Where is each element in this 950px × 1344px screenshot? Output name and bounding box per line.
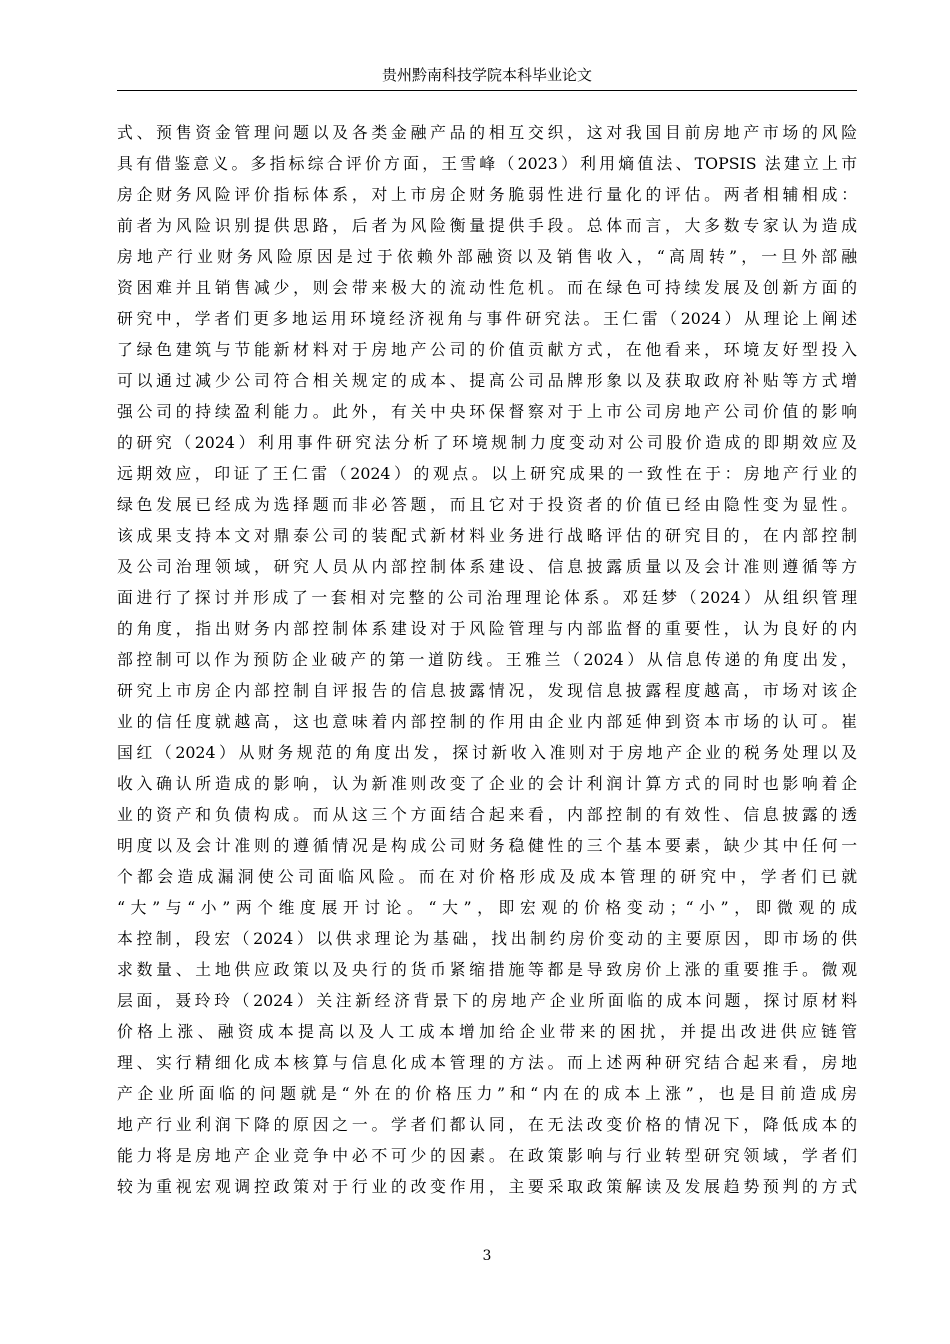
text-line: 面进行了探讨并形成了一套相对完整的公司治理理论体系。邓廷梦（2024）从组织管理	[117, 588, 857, 607]
text-line: 研究上市房企内部控制自评报告的信息披露情况，发现信息披露程度越高，市场对该企	[117, 681, 857, 700]
header-divider	[117, 90, 857, 91]
text-line: 个都会造成漏洞使公司面临风险。而在对价格形成及成本管理的研究中，学者们已就	[117, 867, 857, 886]
text-line: 收入确认所造成的影响，认为新准则改变了企业的会计利润计算方式的同时也影响着企	[117, 774, 857, 793]
text-line: 资困难并且销售减少，则会带来极大的流动性危机。而在绿色可持续发展及创新方面的	[117, 278, 857, 297]
text-line: 层面，聂玲玲（2024）关注新经济背景下的房地产企业所面临的成本问题，探讨原材料	[117, 991, 857, 1010]
text-line: 房企财务风险评价指标体系，对上市房企财务脆弱性进行量化的评估。两者相辅相成：	[117, 185, 857, 204]
text-line: 明度以及会计准则的遵循情况是构成公司财务稳健性的三个基本要素，缺少其中任何一	[117, 836, 857, 855]
text-line: 该成果支持本文对鼎泰公司的装配式新材料业务进行战略评估的研究目的，在内部控制	[117, 526, 857, 545]
text-line: 可以通过减少公司符合相关规定的成本、提高公司品牌形象以及获取政府补贴等方式增	[117, 371, 857, 390]
text-line: 能力将是房地产企业竞争中必不可少的因素。在政策影响与行业转型研究领域，学者们	[117, 1146, 857, 1165]
text-line: 本控制，段宏（2024）以供求理论为基础，找出制约房价变动的主要原因，即市场的供	[117, 929, 857, 948]
page-header: 贵州黔南科技学院本科毕业论文	[381, 66, 592, 84]
text-line: 部控制可以作为预防企业破产的第一道防线。王雅兰（2024）从信息传递的角度出发，	[117, 650, 857, 669]
text-line: 业的资产和负债构成。而从这三个方面结合起来看，内部控制的有效性、信息披露的透	[117, 805, 857, 824]
text-line: 绿色发展已经成为选择题而非必答题，而且它对于投资者的价值已经由隐性变为显性。	[117, 495, 857, 514]
text-line: 及公司治理领域，研究人员从内部控制体系建设、信息披露质量以及会计准则遵循等方	[117, 557, 857, 576]
text-line: 较为重视宏观调控政策对于行业的改变作用，主要采取政策解读及发展趋势预判的方式	[117, 1177, 857, 1196]
text-line: 业的信任度就越高，这也意味着内部控制的作用由企业内部延伸到资本市场的认可。崔	[117, 712, 857, 731]
text-line: 具有借鉴意义。多指标综合评价方面，王雪峰（2023）利用熵值法、TOPSIS 法建立上市	[117, 154, 857, 173]
text-line: 理、实行精细化成本核算与信息化成本管理的方法。而上述两种研究结合起来看，房地	[117, 1053, 857, 1072]
text-line: “大”与“小”两个维度展开讨论。“大”，即宏观的价格变动；“小”，即微观的成	[117, 898, 857, 917]
text-line: 强公司的持续盈利能力。此外，有关中央环保督察对于上市公司房地产公司价值的影响	[117, 402, 857, 421]
text-line: 了绿色建筑与节能新材料对于房地产公司的价值贡献方式，在他看来，环境友好型投入	[117, 340, 857, 359]
text-line: 价格上涨、融资成本提高以及人工成本增加给企业带来的困扰，并提出改进供应链管	[117, 1022, 857, 1041]
body-paragraph	[117, 117, 857, 1202]
page-number: 3	[482, 1248, 492, 1264]
text-line: 的研究（2024）利用事件研究法分析了环境规制力度变动对公司股价造成的即期效应及	[117, 433, 857, 452]
text-line: 远期效应，印证了王仁雷（2024）的观点。以上研究成果的一致性在于：房地产行业的	[117, 464, 857, 483]
text-line: 国红（2024）从财务规范的角度出发，探讨新收入准则对于房地产企业的税务处理以及	[117, 743, 857, 762]
text-line: 求数量、土地供应政策以及央行的货币紧缩措施等都是导致房价上涨的重要推手。微观	[117, 960, 857, 979]
text-line: 产企业所面临的问题就是“外在的价格压力”和“内在的成本上涨”，也是目前造成房	[117, 1084, 857, 1103]
text-line: 前者为风险识别提供思路，后者为风险衡量提供手段。总体而言，大多数专家认为造成	[117, 216, 857, 235]
text-line: 式、预售资金管理问题以及各类金融产品的相互交织，这对我国目前房地产市场的风险	[117, 123, 857, 142]
text-line: 地产行业利润下降的原因之一。学者们都认同，在无法改变价格的情况下，降低成本的	[117, 1115, 857, 1134]
text-line: 的角度，指出财务内部控制体系建设对于风险管理与内部监督的重要性，认为良好的内	[117, 619, 857, 638]
text-line: 研究中，学者们更多地运用环境经济视角与事件研究法。王仁雷（2024）从理论上阐述	[117, 309, 857, 328]
text-line: 房地产行业财务风险原因是过于依赖外部融资以及销售收入，“高周转”，一旦外部融	[117, 247, 857, 266]
